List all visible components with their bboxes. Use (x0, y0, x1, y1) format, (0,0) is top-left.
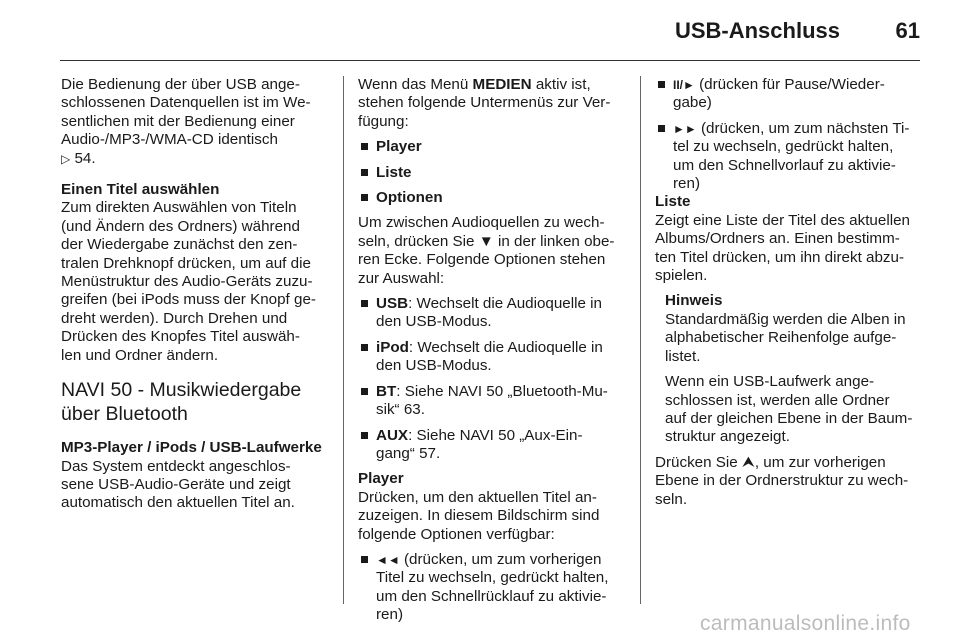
list-item: iPod: Wechselt die Audioquelle in den USB-Modus. (358, 339, 624, 376)
column-2 (358, 76, 624, 625)
rewind-icon: ◄◄ (376, 552, 400, 567)
list-item: AUX: Siehe NAVI 50 „Aux-Ein- gang“ 57. (358, 427, 624, 464)
list-item: ◄◄ (drücken, um zum vorherigen Titel zu wechseln, gedrückt halten, um den Schnellrücklauf zu aktivie- ren) (358, 551, 624, 625)
list-item: Optionen (358, 189, 624, 207)
media-menu-intro: Wenn das Menü MEDIEN aktiv ist, stehen folgende Untermenüs zur Ver- fügung: (358, 76, 611, 130)
list-item: Player (358, 138, 624, 156)
column-3 (655, 76, 927, 509)
list-item: Liste (358, 164, 624, 182)
header-divider (60, 60, 920, 61)
watermark: carmanualsonline.info (700, 612, 911, 635)
section-title: NAVI 50 - Musikwiedergabe über Bluetooth (61, 379, 302, 426)
list-item: ►► (drücken, um zum nächsten Ti- tel zu wechseln, gedrückt halten, um den Schnellvorlauf zu aktivie- ren) (655, 120, 927, 194)
player-paragraph: Drücken, um den aktuellen Titel an- zuzeigen. In diesem Bildschirm sind folgende Optionen verfügbar: (358, 488, 600, 543)
page-reference[interactable]: ▷ 54. (61, 149, 96, 167)
heading-mp3-players: MP3-Player / iPods / USB-Laufwerke (61, 439, 322, 457)
column-1 (61, 76, 327, 513)
liste-paragraph: Zeigt eine Liste der Titel des aktuellen Albums/Ordners an. Einen bestimm- ten Titel drücken, um ihn direkt abzu- spielen. (655, 211, 910, 285)
heading-liste: Liste (655, 193, 691, 211)
pause-play-icon: II/► (673, 78, 695, 92)
heading-select-title: Einen Titel auswählen (61, 181, 220, 199)
list-item: II/► (drücken für Pause/Wieder- gabe) (655, 76, 927, 113)
select-title-paragraph: Zum direkten Auswählen von Titeln (und Ändern des Ordners) während der Wiedergabe zunächst den zen- tralen Drehknopf drücken, um auf die Menüstruktur des Audio-Geräts zuzu- greifen (bei iPods muss der Knopf ge- dreht werden). Durch Drehen und Drücken des Knopfes Titel auswäh- len und Ordner ändern. (61, 199, 316, 364)
heading-player: Player (358, 470, 404, 488)
mp3-paragraph: Das System entdeckt angeschlos- sene USB-Audio-Geräte und zeigt automatisch den aktuellen Titel an. (61, 457, 295, 512)
hint-heading: Hinweis (665, 292, 723, 310)
page-number: 61 (895, 18, 920, 43)
list-item: BT: Siehe NAVI 50 „Bluetooth-Mu- sik“ 63. (358, 383, 624, 420)
intro-paragraph: Die Bedienung der über USB ange- schlossenen Datenquellen ist im We- sentlichen mit der Bedienung einer Audio-/MP3-/WMA-CD identisch ▷ 54. (61, 76, 327, 168)
source-switch-paragraph: Um zwischen Audioquellen zu wech- seln, drücken Sie ▼ in der linken obe- ren Ecke. Folgende Optionen stehen zur Auswahl: (358, 214, 615, 287)
column-divider-1 (343, 76, 344, 604)
fast-forward-icon: ►► (673, 121, 697, 136)
page-header-title: USB-Anschluss (674, 18, 840, 43)
back-paragraph: Drücken Sie ⮝, um zur vorherigen Ebene in der Ordnerstruktur zu wech- seln. (655, 453, 909, 508)
page-ref-icon: ▷ (61, 151, 71, 166)
hint-box: Hinweis Standardmäßig werden die Alben in alphabetischer Reihenfolge aufge- listet. Wenn ein USB-Laufwerk ange- schlossen ist, werden alle Ordner auf der gleichen Ebene in der Baum- struktur angezeigt. (655, 292, 927, 446)
list-item: USB: Wechselt die Audioquelle in den USB-Modus. (358, 295, 624, 332)
column-divider-2 (640, 76, 641, 604)
